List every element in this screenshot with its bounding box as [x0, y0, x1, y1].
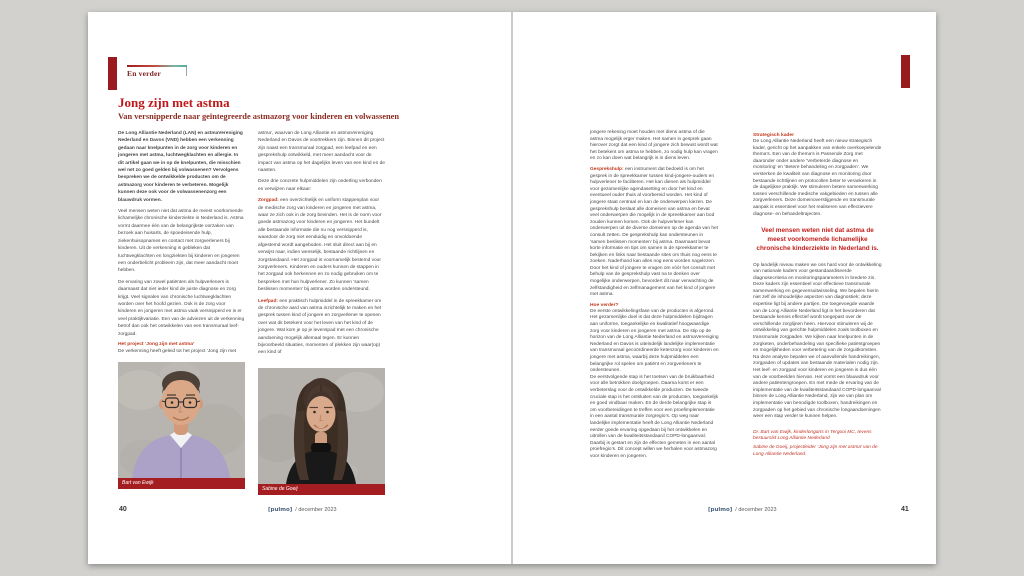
kicker-gradient-rule [127, 65, 187, 67]
magazine-logo: [pulmo] [708, 507, 733, 513]
photo-caption: Bart van Ewijk [118, 478, 245, 489]
photo-sabine-de-goeij [258, 368, 385, 495]
body-paragraph: Op landelijk niveau maken we ons hard voor de ontwikkeling van nationale kaders voor gestandaardiseerde diagnosecriteria en monitoringsparameters in bredere zin. Deze kaders zijn essentieel voor effectieve transmurale samenwerking en gegevensuitwisseling. We bepalen hierin niet zelf de inhoudelijke aspecten van diagnostiek; deze expertise ligt bij andere partijen. De toegevoegde waarde van de Long Alliantie Nederland ligt in het bevorderen dat bestaande kennis effectief wordt toegepast over de verschillende zorglijnen heen. Hiervoor stimuleren wij de ontwikkeling van gerichte hulpmiddelen zoals toolboxen en transmurale zorgpaden. We kijken naar knelpunten in de zorgketen, onderbehandeling van specifieke patiëntgroepen en mogelijkheden voor verbetering van de zorguitkomsten. Na deze analyse bepalen we of aanvullende handreikingen, zorgpaden of updates van bestaande materialen nodig zijn. Het leef- en zorgpad voor kinderen en jongeren is dus één van de voorbeelden hiervan. Het vormt een blauwdruk voor andere patiëntengroepen. En met mede de ervaring van de implementatie van de kwaliteitsstandaard COPD-longaanval binnen de Long Alliantie Nederland, zijn we van plan om implementatie van benodigde toolboxen, handreikingen en zorgpaden op het gebied van chronische longaandoeningen weer een stap verder te kunnen helpen. [753, 262, 882, 420]
section-subheading: Het project ‘Jong zijn met astma’ [118, 341, 195, 347]
body-paragraph: De Long Alliantie Nederland heeft een nieuw strategisch kader, gericht op het aanpakken van enkele overkoepelende thema’s. Een van de thema’s is Passende Zorg met daaronder onder andere ‘Verbeterde diagnose en monitoring’ en ‘Betere behandeling en zorgpaden’. We versterken de kwaliteit van diagnose en monitoring door bestaande richtlijnen en protocollen beter te verankeren in de dagelijkse praktijk. We stimuleren betere samenwerking tussen verschillende medische vakgebieden en tussen alle zorgverleners. Deze domeinoverstijgende en transmurale aanpak is essentieel voor het realiseren van effectievere diagnose- en behandeltrajecten. [753, 139, 882, 217]
author-credits [753, 430, 882, 458]
article-title: Jong zijn met astma [118, 95, 230, 110]
right-page-columns [590, 130, 882, 465]
body-paragraph: De ervaring van zowel patiënten als hulpverleners is daarnaast dat niet ieder kind de juiste diagnose en zorg krijgt. Veel signalen van chronische luchtwegklachten worden over het hoofd gezien. Ook is de zorg voor kinderen en jongeren met astma vaak versnipperd en is er veel praktijkvariatie. Een van de adviezen uit de verkenning betrof dan ook het ontwikkelen van een transmuraal leef-zorgpad. [118, 279, 245, 337]
body-paragraph: De eerste ontwikkelingsfase van de producten is afgerond. Het gezamenlijke doel is dat deze hulpmiddelen bijdragen aan uniforme, toegankelijke en kwalitatief hoogwaardige zorg voor kinderen en jongeren met astma. De stip op de horizon van de Long Alliantie Nederland en astmaVereniging Nederland en Davos is uiteindelijk landelijke implementatie van transmuraal gecoördineerde ketenzorg voor kinderen en jongere met astma, waarbij deze hulpmiddelen een belangrijke rol spelen om patiënt en zorgverleners te ondersteunen. [590, 308, 719, 374]
text-column-1 [118, 130, 245, 495]
right-page-footer [512, 506, 936, 518]
left-page-footer [88, 506, 512, 518]
body-paragraph-leefpad: Leefpad: een praktisch hulpmiddel in de spreekkamer om de chronische aard van astma inzichtelijk te maken en het gesprek tussen kind of jongere en zorgverlener te openen over wat dit betekent voor het leven van het kind of de jongere. Wat kom je op je levenspad met een chronische aandoening mogelijk allemaal tegen. Er kunnen bijvoorbeeld situaties, momenten of plekken zijn waar(op) een kind of [258, 298, 382, 356]
kicker-tick [186, 67, 188, 76]
gesprekshulp-lead: Gesprekshulp: [590, 166, 624, 172]
photo-bart-van-ewijk [118, 362, 245, 489]
magazine-logo: [pulmo] [268, 507, 293, 513]
text-column-4 [753, 130, 882, 465]
page-right [512, 12, 936, 564]
zorgpad-lead: Zorgpad: [258, 198, 279, 204]
intro-paragraph: De Long Alliantie Nederland (LAN) en astmaVereniging Nederland en Davos (VND) hebben een verkenning gedaan naar knelpunten in de zorg voor kinderen en jongeren met astma, luchtwegklachten en allergie. In dit artikel gaan we in op de knelpunten, die misschien wel net zo goed gelden bij volwassenen? Vervolgens bespreken we de ontwikkelde producten om de astmazorg voor kinderen te verbeteren. Mogelijk kunnen deze ook voor de volwassenenzorg een blauwdruk vormen. [118, 131, 243, 203]
issue-date: / december 2023 [735, 507, 777, 513]
photo-caption: Sabine de Goeij [258, 484, 385, 495]
issue-date: / december 2023 [295, 507, 337, 513]
body-paragraph-zorgpad: Zorgpad: een overzichtelijk en uniform stappenplan voor de medische zorg van kinderen en jongeren met astma, waar ze zich ook in de zorg bevinden. Het is de norm voor goede astmazorg voor kinderen en jongeren. Het bundelt alle bestaande informatie die nu nog versnipperd is, waardoor de zorg niet eenduidig en onvoldoende afgestemd wordt aangeboden. Het sluit direct aan bij en verwijst naar, indien wenselijk, bestaande richtlijnen en zorgstandaard. Het zorgpad is voornamelijk bestemd voor zorgverleners. Kinderen en ouders kunnen de stappen in het zorgpad ook herkennen en zo nodig gebruiken om te bespreken met hun hulpverlener. Zo kunnen ‘samen beslissen momenten’ bij astma worden ondersteund. [258, 198, 382, 293]
section-subheading: Hoe verder? [590, 302, 619, 308]
body-paragraph: astma’, waarvan de Long Alliantie en astmaVereniging Nederland en Davos de voortrekkers zijn. Binnen dit project zijn naast een transmuraal zorgpad, een leefpad en een gesprekshulp ontwikkeld, met meer aandacht voor de impact van astma op het dagelijks leven van een kind en de naasten. [258, 131, 385, 174]
leefpad-lead: Leefpad: [258, 298, 278, 304]
section-kicker [127, 65, 187, 78]
portrait-photo-man [118, 362, 245, 478]
text-column-3 [590, 130, 719, 465]
page-number: 41 [901, 506, 909, 513]
body-paragraph: De verkenning heeft geleid tot het project ‘Jong zijn met [118, 348, 237, 354]
body-paragraph: De eerstvolgende stap is het toetsen van de bruikbaarheid voor alle betrokken doelgroepen. Daarna komt er een verbeterslag voor de ontwikkelde producten. De tweede cruciale stap is het ontsluiten van de producten, toegankelijk en goed vindbaar maken. En de derde belangrijke stap is om voorbereidingen te treffen voor een proefimplementatie in een aantal transmurale zorgregio’s. Op weg naar landelijke implementatie heeft de Long Alliantie Nederland eerder goede ervaring opgedaan bij het ontwikkelen en uitrollen van de kwaliteitsstandaard COPD-longaanval. Daarbij is gestart en zijn de effecten gemeten in een aantal proefregio’s. Dit concept willen we herhalen voor astmazorg voor kinderen en jongeren. [590, 374, 718, 459]
text-column-2 [258, 130, 385, 495]
body-paragraph: jongere rekening moet houden met diens astma of die astma mogelijk erger maken. Het samen in gesprek gaan hierover zorgt dat een kind of jongere zich bewust wordt wat het betekent om astma te hebben, zo nodig hulp kan vragen en zo kan doen wat belangrijk is in diens leven. [590, 130, 718, 162]
page-fold [511, 12, 513, 564]
body-paragraph: Veel mensen weten niet dat astma de meest voorkomende lichamelijke chronische kinderziekte in Nederland is. Astma vormt daarmee één van de belangrijkste oorzaken van bezoek aan huisarts, de spoedeisende hulp, ziekenhuisopnames en contact met zorgverleners bij kinderen. Uit de verkenning is gebleken dat luchtwegklachten en longziekten bij kinderen en jongeren een onderbelicht probleem zijn, dat meer aandacht moet hebben. [118, 209, 244, 274]
section-marker-bar-left [108, 57, 117, 90]
section-subheading: Strategisch kader [753, 133, 795, 138]
body-paragraph-gesprekshulp: Gesprekshulp: een instrument dat bedoeld is om het gesprek in de spreekkamer tussen kind-jongere-ouders en hulpverlener te faciliteren. Het kan dienen als hulpmiddel voor gezamenlijke agendasetting en door het kind en eventueel ouder thuis al voorbereid worden. Het kind of jongere staat centraal en kan de onderwerpen kiezen. De gesprekshulp beslaat alle domeinen van astma en bevat veel onderwerpen die mogelijk in de spreekkamer aan bod zouden kunnen komen. Ook de hulpverlener kan onderwerpen uit de diverse domeinen op de agenda van het consult zetten. De gesprekshulp kan ondersteunen in ‘samen beslissen momenten’ bij astma. Daarnaast bevat korte informatie en tips om samen in de spreekkamer te bekijken en links naar bestaande sites om thuis nog eens te zoeken. Naderhand kan alles nog eens worden nagelezen. Door het kind of jongere te vragen om vóór het consult met behulp van de gesprekshulp vast na te denken over mogelijke onderwerpen, bevordert dit naar verwachting de zelfstandigheid en zelfmanagement van het kind of jongere met astma. [590, 166, 719, 298]
footer-magazine-info [268, 507, 337, 513]
author-credit: Sabine de Goeij, projectleider ‘Jong zijn met astma’ van de Long Alliantie Nederland. [753, 444, 878, 457]
body-paragraph: Deze drie concrete hulpmiddelen zijn onderling verbonden en verwijzen naar elkaar: [258, 179, 382, 192]
section-marker-bar-right [901, 55, 910, 88]
page-number: 40 [119, 506, 127, 513]
author-credit: Dr. Bart van Ewijk, kinderlongarts in Tergooi MC, tevens bestuurslid Long Alliantie Nederland [753, 429, 872, 442]
footer-magazine-info [708, 507, 777, 513]
magazine-spread [88, 12, 936, 564]
article-subtitle: Van versnipperde naar geïntegreerde astmazorg voor kinderen en volwassenen [118, 112, 400, 121]
portrait-photo-woman [258, 368, 385, 484]
pull-quote: Veel mensen weten niet dat astma de meest voorkomende lichamelijke chronische kinderziekte in Nederland is. [756, 227, 879, 252]
page-left [88, 12, 512, 564]
kicker-label: En verder [127, 69, 162, 78]
left-page-columns [118, 130, 385, 495]
